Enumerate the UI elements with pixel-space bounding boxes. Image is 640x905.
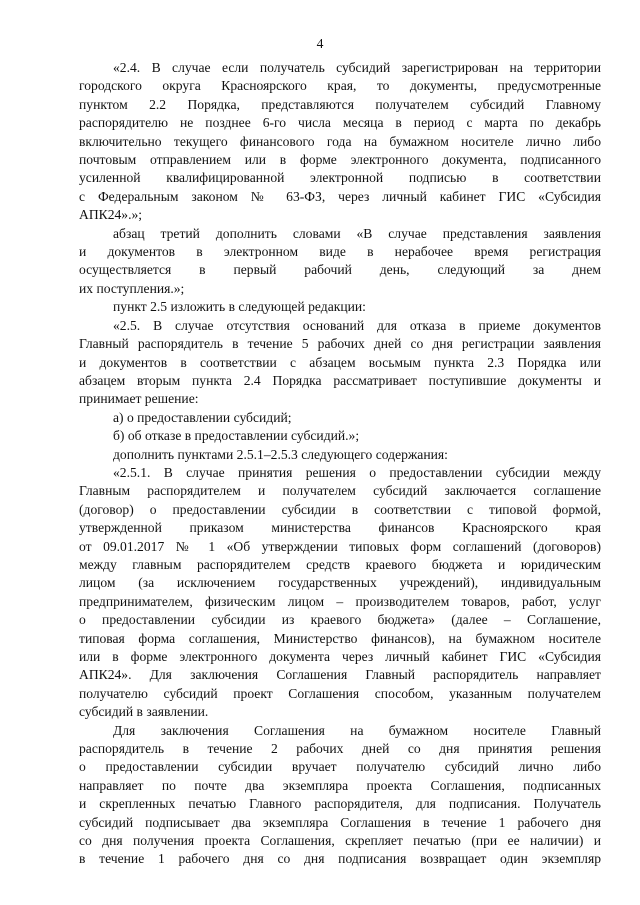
text-line: или в форме электронного документа через личный кабинет ГИС «Субсидия bbox=[79, 649, 601, 664]
text-line: от 09.01.2017 № 1 «Об утверждении типовых форм соглашений (договоров) bbox=[79, 538, 601, 554]
text-line: лицом (за исключением государственных учреждений), индивидуальным bbox=[79, 575, 601, 591]
text-line: Главный распорядитель в течение 5 рабочих дней со дня регистрации заявления bbox=[79, 336, 601, 352]
text-line: АПК24».»; bbox=[79, 207, 143, 223]
text-line: субсидий в заявлении. bbox=[79, 704, 209, 720]
text-line: «2.5.1. В случае принятия решения о предоставлении субсидии между bbox=[113, 464, 601, 480]
text-line: и скрепленных печатью Главного распорядителя, для подписания. Получатель bbox=[79, 796, 601, 812]
text-line: включительно текущего финансового года на бумажном носителе лично либо bbox=[79, 133, 601, 149]
text-line: в течение 1 рабочего дня со дня подписания возвращает один экземпляр bbox=[79, 851, 601, 867]
text-line: утвержденной приказом министерства финансов Красноярского края bbox=[79, 520, 601, 536]
text-line: «2.4. В случае если получатель субсидий зарегистрирован на территории bbox=[113, 60, 601, 75]
text-line: о предоставлении субсидии из краевого бюджета» (далее – Соглашение, bbox=[79, 612, 601, 628]
text-line: Для заключения Соглашения на бумажном носителе Главный bbox=[113, 722, 601, 738]
text-line: типовая форма соглашения, Министерство финансов), на бумажном носителе bbox=[79, 630, 601, 646]
text-line: о предоставлении субсидии вручает получателю субсидий лично либо bbox=[79, 759, 601, 775]
text-line: осуществляется в первый рабочий день, следующий за днем bbox=[79, 262, 601, 278]
text-line: «2.5. В случае отсутствия оснований для отказа в приеме документов bbox=[113, 317, 601, 333]
text-line: пункт 2.5 изложить в следующей редакции: bbox=[113, 299, 366, 315]
text-line: принимает решение: bbox=[79, 391, 199, 407]
text-line: распорядителю не позднее 6-го числа месяца в период с марта по декабрь bbox=[79, 115, 601, 131]
text-line: абзацем вторым пункта 2.4 Порядка рассматривает поступившие документы и bbox=[79, 372, 601, 388]
text-line: получателю субсидий проект Соглашения способом, указанным получателем bbox=[79, 685, 601, 701]
text-line: Главным распорядителем и получателем субсидий заключается соглашение bbox=[79, 483, 601, 499]
text-line: почтовым отправлением или в форме электронного документа, подписанного bbox=[79, 152, 601, 168]
page-number: 4 bbox=[316, 36, 324, 51]
text-line: б) об отказе в предоставлении субсидий.»; bbox=[113, 428, 360, 444]
text-line: усиленной квалифицированной электронной подписью в соответствии bbox=[79, 170, 601, 186]
text-line: городского округа Красноярского края, то документы, предусмотренные bbox=[79, 78, 601, 94]
text-line: и документов в электронном виде в нерабочее время регистрация bbox=[79, 244, 601, 260]
text-line: распорядитель в течение 2 рабочих дней со дня принятия решения bbox=[79, 741, 601, 757]
text-line: предпринимателем, физическим лицом – производителем товаров, работ, услуг bbox=[79, 593, 601, 609]
text-line: АПК24». Для заключения Соглашения Главный распорядитель направляет bbox=[79, 667, 601, 683]
text-line: и документов в соответствии с абзацем восьмым пункта 2.3 Порядка или bbox=[79, 354, 601, 370]
text-line: субсидий подписывает два экземпляра Соглашения в течение 1 рабочего дня bbox=[79, 814, 601, 830]
text-line: абзац третий дополнить словами «В случае представления заявления bbox=[113, 225, 601, 241]
text-line: с Федеральным законом № 63-ФЗ, через личный кабинет ГИС «Субсидия bbox=[79, 188, 601, 204]
text-line: направляет по почте два экземпляра проекта Соглашения, подписанных bbox=[79, 777, 601, 793]
text-line: дополнить пунктами 2.5.1–2.5.3 следующего содержания: bbox=[113, 446, 448, 462]
text-line: а) о предоставлении субсидий; bbox=[113, 409, 292, 425]
text-line: пунктом 2.2 Порядка, представляются получателем субсидий Главному bbox=[79, 96, 601, 112]
text-line: их поступления.»; bbox=[79, 280, 185, 296]
text-line: со дня получения проекта Соглашения, скрепляет печатью (при ее наличии) и bbox=[79, 833, 601, 849]
text-line: между главным распорядителем средств краевого бюджета и юридическим bbox=[79, 556, 601, 572]
text-line: (договор) о предоставлении субсидии в соответствии с типовой формой, bbox=[79, 501, 601, 517]
document-body bbox=[79, 59, 601, 869]
